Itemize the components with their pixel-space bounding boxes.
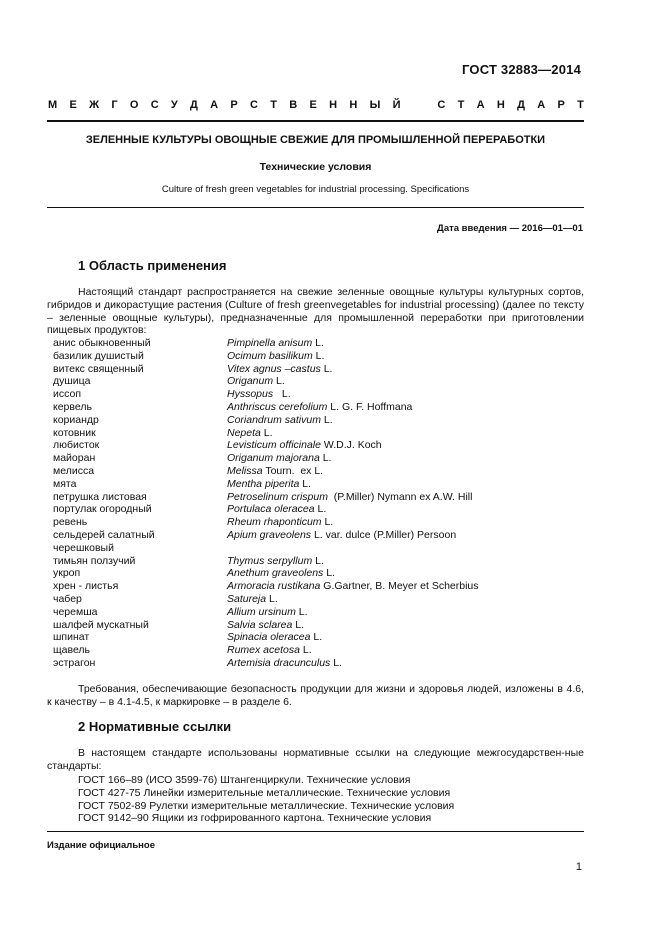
plant-latin-author: (P.Miller) Nymann ex A.W. Hill <box>327 490 473 503</box>
plant-latin-author: L. <box>260 426 273 439</box>
plant-list <box>53 337 583 670</box>
plant-latin-author: W.D.J. Koch <box>320 439 382 452</box>
plant-russian-name: шалфей мускатный <box>53 618 149 631</box>
plant-latin-name <box>227 580 583 593</box>
plant-russian-name: мелисса <box>53 464 95 477</box>
plant-latin-genus-species: Artemisia dracunculus <box>227 656 331 669</box>
plant-row <box>53 580 583 593</box>
plant-latin-genus-species: Levisticum officinale <box>227 439 321 452</box>
plant-latin-author: L. <box>292 618 305 631</box>
plant-row <box>53 542 583 555</box>
plant-latin-genus-species: Apium graveolens <box>227 528 312 541</box>
plant-russian-name: майоран <box>53 452 96 465</box>
plant-russian-name: щавель <box>53 644 91 657</box>
plant-row <box>53 657 583 670</box>
interstate-letter: Н <box>496 99 505 111</box>
section-1-paragraph <box>47 286 584 337</box>
plant-latin-name <box>227 465 583 478</box>
plant-row <box>53 555 583 568</box>
plant-latin-genus-species: Origanum <box>227 375 274 388</box>
plant-latin-author: L. <box>323 567 335 580</box>
interstate-letter: Т <box>457 99 465 111</box>
plant-latin-author: L. <box>312 349 325 362</box>
plant-russian-name: шпинат <box>53 631 90 644</box>
plant-latin-genus-species: Anthriscus cerefolium <box>227 400 328 413</box>
plant-latin-name <box>227 619 583 632</box>
interstate-letter: Т <box>577 99 584 111</box>
normative-reference: ГОСТ 7502-89 Рулетки измерительные металлические. Технические условия <box>78 799 455 812</box>
interstate-letter: Г <box>111 99 118 111</box>
plant-row <box>53 619 583 632</box>
plant-latin-name <box>227 363 583 376</box>
section-2-paragraph-text: В настоящем стандарте использованы нормативные ссылки на следующие межгосударствен-ные стандарты: <box>47 747 584 772</box>
plant-latin-name <box>227 631 583 644</box>
plant-russian-name: базилик душистый <box>53 349 144 362</box>
plant-russian-name: черешковый <box>53 541 114 554</box>
plant-russian-name: чабер <box>53 592 82 605</box>
plant-latin-genus-species: Petroselinum crispum <box>227 490 328 503</box>
section-2-heading: 2 Нормативные ссылки <box>78 719 232 734</box>
plant-latin-genus-species: Spinacia oleracea <box>227 631 311 644</box>
plant-russian-name: хрен - листья <box>53 580 119 593</box>
plant-row <box>53 375 583 388</box>
plant-latin-genus-species: Coriandrum sativum <box>227 413 321 426</box>
plant-latin-author: L. var. dulce (P.Miller) Persoon <box>311 528 457 541</box>
plant-row <box>53 593 583 606</box>
plant-row <box>53 452 583 465</box>
plant-row <box>53 388 583 401</box>
plant-row <box>53 631 583 644</box>
interstate-letter: У <box>170 99 178 111</box>
plant-row <box>53 363 583 376</box>
plant-latin-author: L. <box>330 656 342 669</box>
plant-latin-genus-species: Origanum majorana <box>227 452 320 465</box>
interstate-standard-label <box>48 99 584 111</box>
plant-row <box>53 644 583 657</box>
plant-russian-name: котовник <box>53 426 96 439</box>
plant-russian-name: душица <box>53 375 91 388</box>
document-english-title: Culture of fresh green vegetables for industrial processing. Specifications <box>161 184 470 195</box>
plant-russian-name: петрушка листовая <box>53 490 147 503</box>
introduction-date: Дата введения — 2016—01—01 <box>437 223 583 234</box>
plant-latin-name <box>227 503 583 516</box>
interstate-letter: А <box>476 99 485 111</box>
interstate-letter: М <box>48 99 58 111</box>
plant-latin-name <box>227 337 583 350</box>
plant-russian-name: кервель <box>53 400 92 413</box>
plant-latin-author: L. <box>320 413 333 426</box>
plant-latin-author: L. <box>310 631 323 644</box>
interstate-letter: Н <box>329 99 338 111</box>
plant-latin-genus-species: Thymus serpyllum <box>227 554 313 567</box>
plant-latin-genus-species: Rheum rhaponticum <box>227 516 322 529</box>
plant-latin-author: L. <box>266 592 278 605</box>
plant-latin-genus-species: Satureja <box>227 592 267 605</box>
interstate-letter: Д <box>190 99 198 111</box>
plant-russian-name: ревень <box>53 516 88 529</box>
plant-russian-name: тимьян ползучий <box>53 554 136 567</box>
interstate-letter: Й <box>392 99 401 111</box>
plant-row <box>53 465 583 478</box>
plant-russian-name: анис обыкновенный <box>53 337 151 349</box>
interstate-letter: Ы <box>369 99 381 111</box>
plant-latin-name <box>227 439 583 452</box>
plant-latin-name <box>227 452 583 465</box>
header-rule <box>47 120 584 122</box>
plant-latin-author: L. <box>312 554 324 567</box>
interstate-letter: Н <box>349 99 358 111</box>
plant-latin-name <box>227 567 583 580</box>
plant-latin-author: L. <box>314 503 327 516</box>
plant-latin-genus-species: Melissa <box>227 464 263 477</box>
plant-row <box>53 478 583 491</box>
plant-latin-genus-species: Rumex acetosa <box>227 644 300 657</box>
plant-latin-author: L. <box>320 362 333 375</box>
normative-references-list <box>78 774 578 825</box>
plant-latin-name <box>227 401 583 414</box>
plant-latin-genus-species: Ocimum basilikum <box>227 349 313 362</box>
plant-latin-name <box>227 606 583 619</box>
plant-row <box>53 414 583 427</box>
plant-latin-genus-species: Armoracia rustikana <box>227 580 321 593</box>
safety-requirements-paragraph <box>47 683 584 709</box>
interstate-letter: Т <box>270 99 277 111</box>
plant-russian-name: черемша <box>53 605 98 618</box>
document-title: ЗЕЛЕННЫЕ КУЛЬТУРЫ ОВОЩНЫЕ СВЕЖИЕ ДЛЯ ПРОМЫШЛЕННОЙ ПЕРЕРАБОТКИ <box>85 134 546 146</box>
plant-latin-name <box>227 529 583 542</box>
safety-requirements-text: Требования, обеспечивающие безопасность продукции для жизни и здоровья людей, изложены в 4.6, к качеству – в 4.1-4.5, к маркировке – в разделе 6. <box>47 683 584 708</box>
plant-russian-name: сельдерей салатный <box>53 528 155 541</box>
plant-row <box>53 337 583 350</box>
plant-latin-name <box>227 388 583 401</box>
document-subtitle: Технические условия <box>259 161 372 173</box>
interstate-letter: Д <box>517 99 525 111</box>
plant-latin-name <box>227 478 583 491</box>
interstate-letter: В <box>289 99 298 111</box>
normative-reference: ГОСТ 427-75 Линейки измерительные металлические. Технические условия <box>78 786 451 799</box>
plant-latin-genus-species: Allium ursinum <box>227 605 296 618</box>
section-1-heading: 1 Область применения <box>78 258 227 273</box>
interstate-letter: Е <box>309 99 317 111</box>
plant-latin-author: L. <box>295 605 308 618</box>
standard-number: ГОСТ 32883—2014 <box>462 62 581 77</box>
plant-latin-genus-species: Anethum graveolens <box>227 567 324 580</box>
plant-russian-name: витекс священный <box>53 362 144 375</box>
section-1-paragraph-text: Настоящий стандарт распространяется на свежие зеленные овощные культуры культурных сортов, гибридов и дикорастущие растения (Culture of fresh greenvegetables for industrial processing) (далее по тексту – зеленные овощные культуры), предназначенные для промышленной переработки при приготовлении пищевых продуктов: <box>47 286 584 337</box>
plant-latin-author: L. <box>312 337 324 349</box>
plant-latin-name <box>227 350 583 363</box>
plant-latin-genus-species: Mentha piperita <box>227 477 300 490</box>
plant-latin-name <box>227 414 583 427</box>
page-number: 1 <box>575 861 582 873</box>
plant-latin-name <box>227 516 583 529</box>
plant-latin-genus-species: Nepeta <box>227 426 261 439</box>
plant-russian-name: любисток <box>53 439 100 452</box>
plant-latin-author: L. <box>273 375 285 388</box>
plant-row <box>53 516 583 529</box>
interstate-letter: Ж <box>89 99 100 111</box>
plant-russian-name: иссоп <box>53 388 82 401</box>
plant-latin-name <box>227 657 583 670</box>
plant-latin-author: L. G. F. Hoffmana <box>327 400 413 413</box>
interstate-letter: С <box>437 99 446 111</box>
interstate-letter: А <box>210 99 219 111</box>
plant-latin-genus-species: Salvia sclarea <box>227 618 293 631</box>
interstate-letter: Р <box>230 99 238 111</box>
plant-row <box>53 491 583 504</box>
interstate-letter: Е <box>69 99 77 111</box>
plant-latin-author: L. <box>319 452 332 465</box>
plant-russian-name: кориандр <box>53 413 99 426</box>
plant-row <box>53 427 583 440</box>
title-rule <box>47 207 584 208</box>
plant-latin-genus-species: Vitex agnus –castus <box>227 362 321 375</box>
interstate-letter: Р <box>557 99 565 111</box>
plant-row <box>53 529 583 542</box>
plant-russian-name: портулак огородный <box>53 503 152 516</box>
plant-latin-name <box>227 644 583 657</box>
plant-row <box>53 439 583 452</box>
plant-latin-name <box>227 375 583 388</box>
plant-latin-author: L. <box>321 516 334 529</box>
plant-row <box>53 606 583 619</box>
interstate-letter: С <box>150 99 159 111</box>
plant-latin-author: L. <box>299 644 312 657</box>
official-edition-label: Издание официальное <box>47 840 155 851</box>
plant-russian-name: эстрагон <box>53 656 96 669</box>
plant-latin-name <box>227 491 583 504</box>
plant-row <box>53 350 583 363</box>
plant-row <box>53 503 583 516</box>
interstate-letter: С <box>250 99 258 111</box>
section-2-paragraph <box>47 747 584 773</box>
plant-latin-author: L. <box>299 477 312 490</box>
plant-row <box>53 401 583 414</box>
interstate-letter: А <box>537 99 546 111</box>
plant-row <box>53 567 583 580</box>
plant-latin-genus-species: Portulaca oleracea <box>227 503 315 516</box>
plant-latin-author: L. <box>273 388 291 401</box>
plant-latin-genus-species: Pimpinella anisum <box>227 337 313 349</box>
plant-latin-name <box>227 542 583 555</box>
plant-latin-author: G.Gartner, B. Meyer et Scherbius <box>320 580 479 593</box>
normative-reference: ГОСТ 166–89 (ИСО 3599-76) Штангенциркули. Технические условия <box>78 774 411 786</box>
plant-russian-name: укроп <box>53 567 81 580</box>
plant-latin-genus-species: Hyssopus <box>227 388 274 401</box>
footer-rule <box>47 831 584 832</box>
plant-latin-name <box>227 593 583 606</box>
plant-latin-name <box>227 427 583 440</box>
plant-russian-name: мята <box>53 477 77 490</box>
normative-reference: ГОСТ 9142–90 Ящики из гофрированного картона. Технические условия <box>78 812 432 825</box>
interstate-letter: О <box>129 99 139 111</box>
plant-latin-author: Tourn. ex L. <box>262 464 324 477</box>
plant-latin-name <box>227 555 583 568</box>
